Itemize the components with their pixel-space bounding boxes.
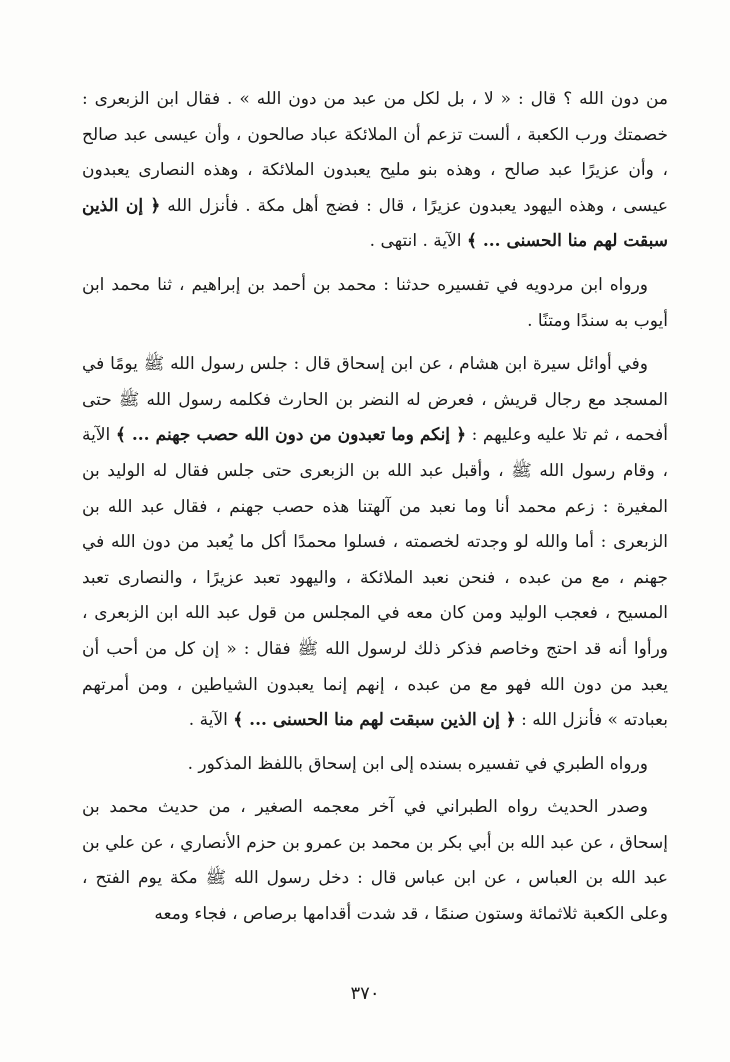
paragraph — [82, 82, 668, 260]
text-run: من دون الله ؟ قال : « لا ، بل لكل من عبد من دون الله » . فقال ابن الزبعرى : خصمتك ورب الكعبة ، ألست تزعم أن الملائكة عباد صالحون ، وأن عيسى عبد صالح ، وأن عزيرًا عبد صالح ، وهذه بنو مليح يعبدون الملائكة ، وهذه النصارى يعبدون عيسى ، وهذه اليهود يعبدون عزيرًا ، قال : فضج أهل مكة . فأنزل الله — [82, 89, 668, 216]
paragraph — [82, 790, 668, 932]
text-run: وفي أوائل سيرة ابن هشام ، عن ابن إسحاق قال : جلس رسول الله ﷺ يومًا في المسجد مع رجال قريش ، فعرض له النضر بن الحارث فكلمه رسول الله ﷺ حتى أفحمه ، ثم تلا عليه وعليهم : — [82, 354, 668, 446]
paragraph — [82, 747, 668, 783]
quran-quote: ﴿ إنكم وما تعبدون من دون الله حصب جهنم ... ﴾ — [115, 425, 467, 446]
text-run: ورواه ابن مردويه في تفسيره حدثنا : محمد بن أحمد بن إبراهيم ، ثنا محمد ابن أيوب به سندًا ومتنًا . — [82, 274, 668, 331]
paragraph — [82, 268, 668, 339]
paragraph — [82, 347, 668, 739]
text-run: ورواه الطبري في تفسيره بسنده إلى ابن إسحاق باللفظ المذكور . — [187, 753, 648, 774]
quran-quote: ﴿ إن الذين سبقت لهم منا الحسنى ... ﴾ — [82, 195, 668, 252]
page-number: ٣٧٠ — [350, 983, 380, 1004]
quran-quote: ﴿ إن الذين سبقت لهم منا الحسنى ... ﴾ — [233, 710, 516, 731]
text-run: الآية . انتهى . — [369, 231, 467, 252]
text-run: وصدر الحديث رواه الطبراني في آخر معجمه الصغير ، من حديث محمد بن إسحاق ، عن عبد الله بن أبي بكر بن محمد بن عمرو بن حزم الأنصاري ، عن علي بن عبد الله بن العباس ، عن ابن عباس قال : دخل رسول الله ﷺ مكة يوم الفتح ، وعلى الكعبة ثلاثمائة وستون صنمًا ، قد شدت أقدامها برصاص ، فجاء ومعه — [82, 797, 668, 925]
text-run: الآية ، وقام رسول الله ﷺ ، وأقبل عبد الله بن الزبعرى حتى جلس فقال له الوليد بن المغيرة : زعم محمد أنا وما نعبد من آلهتنا هذه حصب جهنم ، فقال عبد الله بن الزبعرى : أما والله لو وجدته لخصمته ، فسلوا محمدًا أكل ما يُعبد من دون الله في جهنم ، مع من عبده ، فنحن نعبد الملائكة ، واليهود تعبد عزيرًا ، والنصارى تعبد المسيح ، فعجب الوليد ومن كان معه في المجلس من قول عبد الله ابن الزبعرى ، ورأوا أنه قد احتج وخاصم فذكر ذلك لرسول الله ﷺ فقال : « إن كل من أحب أن يعبد من دون الله فهو مع من عبده ، إنهم إنما يعبدون الشياطين ، ومن أمرتهم بعبادته » فأنزل الله : — [82, 425, 668, 731]
body-text — [82, 82, 668, 941]
text-run: الآية . — [188, 710, 234, 731]
